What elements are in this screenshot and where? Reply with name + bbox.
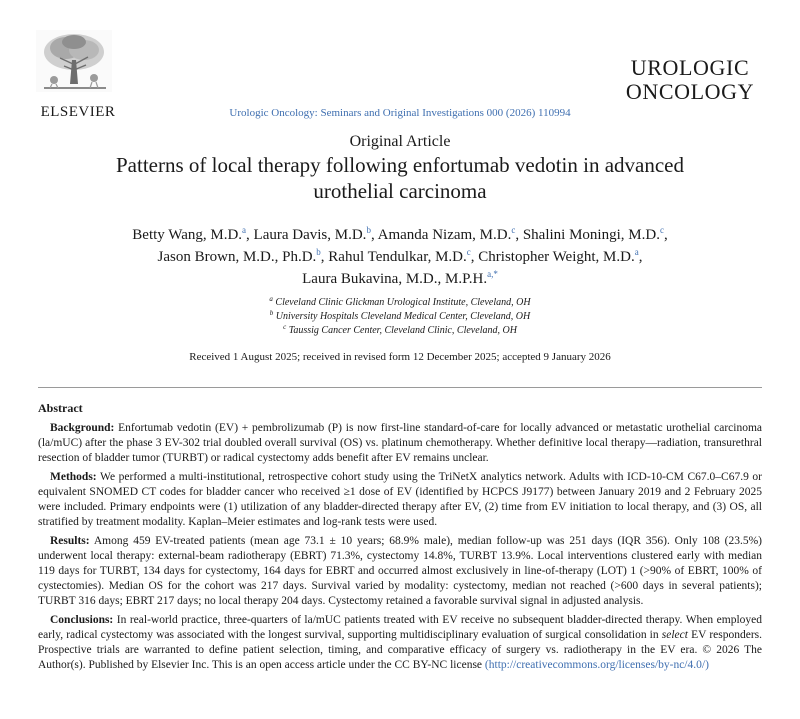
abstract-body <box>38 421 762 677</box>
author-affiliation-link[interactable]: a <box>634 247 639 257</box>
corresponding-author-mark[interactable]: * <box>493 269 498 279</box>
article-type: Original Article <box>349 133 451 150</box>
affiliation-list <box>0 296 800 338</box>
affiliation-item: $^a$ Cleveland Clinic Glickman Urological Institute, Cleveland, OH <box>269 295 531 308</box>
journal-title-line1: UROLOGIC <box>630 55 750 80</box>
license-link[interactable]: (http://creativecommons.org/licenses/by-nc/4.0/) <box>484 659 709 671</box>
author-name: Christopher Weight, M.D. <box>478 249 635 265</box>
author-name: Jason Brown, M.D., Ph.D. <box>157 249 317 265</box>
article-title: Patterns of local therapy following enfortumab vedotin in advanced urothelial carcinoma <box>116 153 684 203</box>
author-affiliation-link[interactable]: b <box>366 225 371 235</box>
author-affiliation-link[interactable]: a <box>242 225 247 235</box>
author-name: Shalini Moningi, M.D. <box>522 227 660 243</box>
journal-citation-link[interactable]: Urologic Oncology: Seminars and Original Investigations 000 (2026) 110994 <box>229 107 571 119</box>
section-label: Background: <box>50 422 115 434</box>
abstract-methods: Methods: We performed a multi-institutional, retrospective cohort study using the TriNetX analytics network. Adults with ICD-10-CM C67.0–C67.9 or equivalent SNOMED CT codes for bladder cancer who received ≥1 dose of EV (identified by HCPCS J9177) between January 2019 and 2 February 2025 were included. Primary endpoints were (1) utilization of any bladder-directed therapy after EV, (2) time from EV initiation to local therapy, and (3) OS, all stratified by treatment modality. Kaplan–Meier estimates and log-rank tests were used. <box>38 471 762 528</box>
abstract-results: Results: Among 459 EV-treated patients (mean age 73.1 ± 10 years; 68.9% male), median follow-up was 251 days (IQR 356). Only 108 (23.5%) underwent local therapy: external-beam radiotherapy (EBRT) 71.3%, cystectomy 14.8%, TURBT 13.9%. Local interventions clustered early with median 119 days for TURBT, 134 days for cystectomy, 164 days for EBRT and occurred almost exclusively in line-of-therapy (LOT) 1 (>90% of EBRT, 100% of cystectomies). Median OS for the cohort was 217 days. Survival varied by modality: cystectomy, median not reached (>600 days in several patients); TURBT 316 days; EBRT 217 days; no local therapy 204 days. Cystectomy retained a favorable survival signal in adjusted analysis. <box>38 535 762 607</box>
section-label: Conclusions: <box>50 614 114 626</box>
author-affiliation-link[interactable]: b <box>316 247 321 257</box>
author-affiliation-link[interactable]: a, <box>487 269 494 279</box>
author-affiliation-link[interactable]: c <box>511 225 516 235</box>
affiliation-item: $^b$ University Hospitals Cleveland Medical Center, Cleveland, OH <box>269 309 531 322</box>
article-dates: Received 1 August 2025; received in revised form 12 December 2025; accepted 9 January 2026 <box>189 351 611 363</box>
abstract-heading: Abstract <box>38 401 83 415</box>
author-name: Amanda Nizam, M.D. <box>377 227 512 243</box>
abstract-conclusions: Conclusions: In real-world practice, three-quarters of la/mUC patients treated with EV receive no subsequent bladder-directed therapy. When employed early, radical cystectomy was associated with the longest survival, supporting multidisciplinary evaluation of surgical consolidation in select EV responders. Prospective trials are warranted to define patient selection, timing, and comparative efficacy of surgery vs. radiotherapy in the EV era. © 2026 The Author(s). Published by Elsevier Inc. This is an open access article under the CC BY-NC license (http://creativecommons.org/licenses/by-nc/4.0/) <box>38 614 763 671</box>
author-name: Rahul Tendulkar, M.D. <box>328 249 467 265</box>
author-name: Laura Davis, M.D. <box>253 227 367 243</box>
author-affiliation-link[interactable]: c <box>466 247 471 257</box>
publisher-name: ELSEVIER <box>40 104 116 120</box>
journal-title <box>600 56 780 104</box>
author-name: Laura Bukavina, M.D., M.P.H. <box>302 271 488 287</box>
author-name: Betty Wang, M.D. <box>132 227 243 243</box>
abstract-background: Background: Enfortumab vedotin (EV) + pembrolizumab (P) is now first-line standard-of-care for locally advanced or metastatic urothelial carcinoma (la/mUC) after the phase 3 EV-302 trial doubled overall survival (OS) vs. platinum chemotherapy. Whether definitive local therapy—radiation, transurethral resection of bladder tumor (TURBT) or radical cystectomy adds benefit after EV remains unclear. <box>38 422 763 464</box>
divider <box>38 387 762 388</box>
elsevier-tree-logo <box>36 30 112 92</box>
affiliation-item: $^c$ Taussig Cancer Center, Cleveland Clinic, Cleveland, OH <box>283 323 517 336</box>
section-label: Methods: <box>50 471 97 483</box>
journal-title-line2: ONCOLOGY <box>625 79 755 104</box>
section-label: Results: <box>50 535 90 547</box>
author-affiliation-link[interactable]: c <box>659 225 664 235</box>
author-list: Betty Wang, M.D.$^a$, Laura Davis, M.D.$^b$, Amanda Nizam, M.D.$^c$, Shalini Moningi, M.D.$^c$, Jason Brown, M.D., Ph.D.$^b$, Rahul Tendulkar, M.D.$^c$, Christopher Weight, M.D.$^a$, Laura Bukavina, M.D., M.P.H.$^{a,*}$ <box>132 225 668 287</box>
